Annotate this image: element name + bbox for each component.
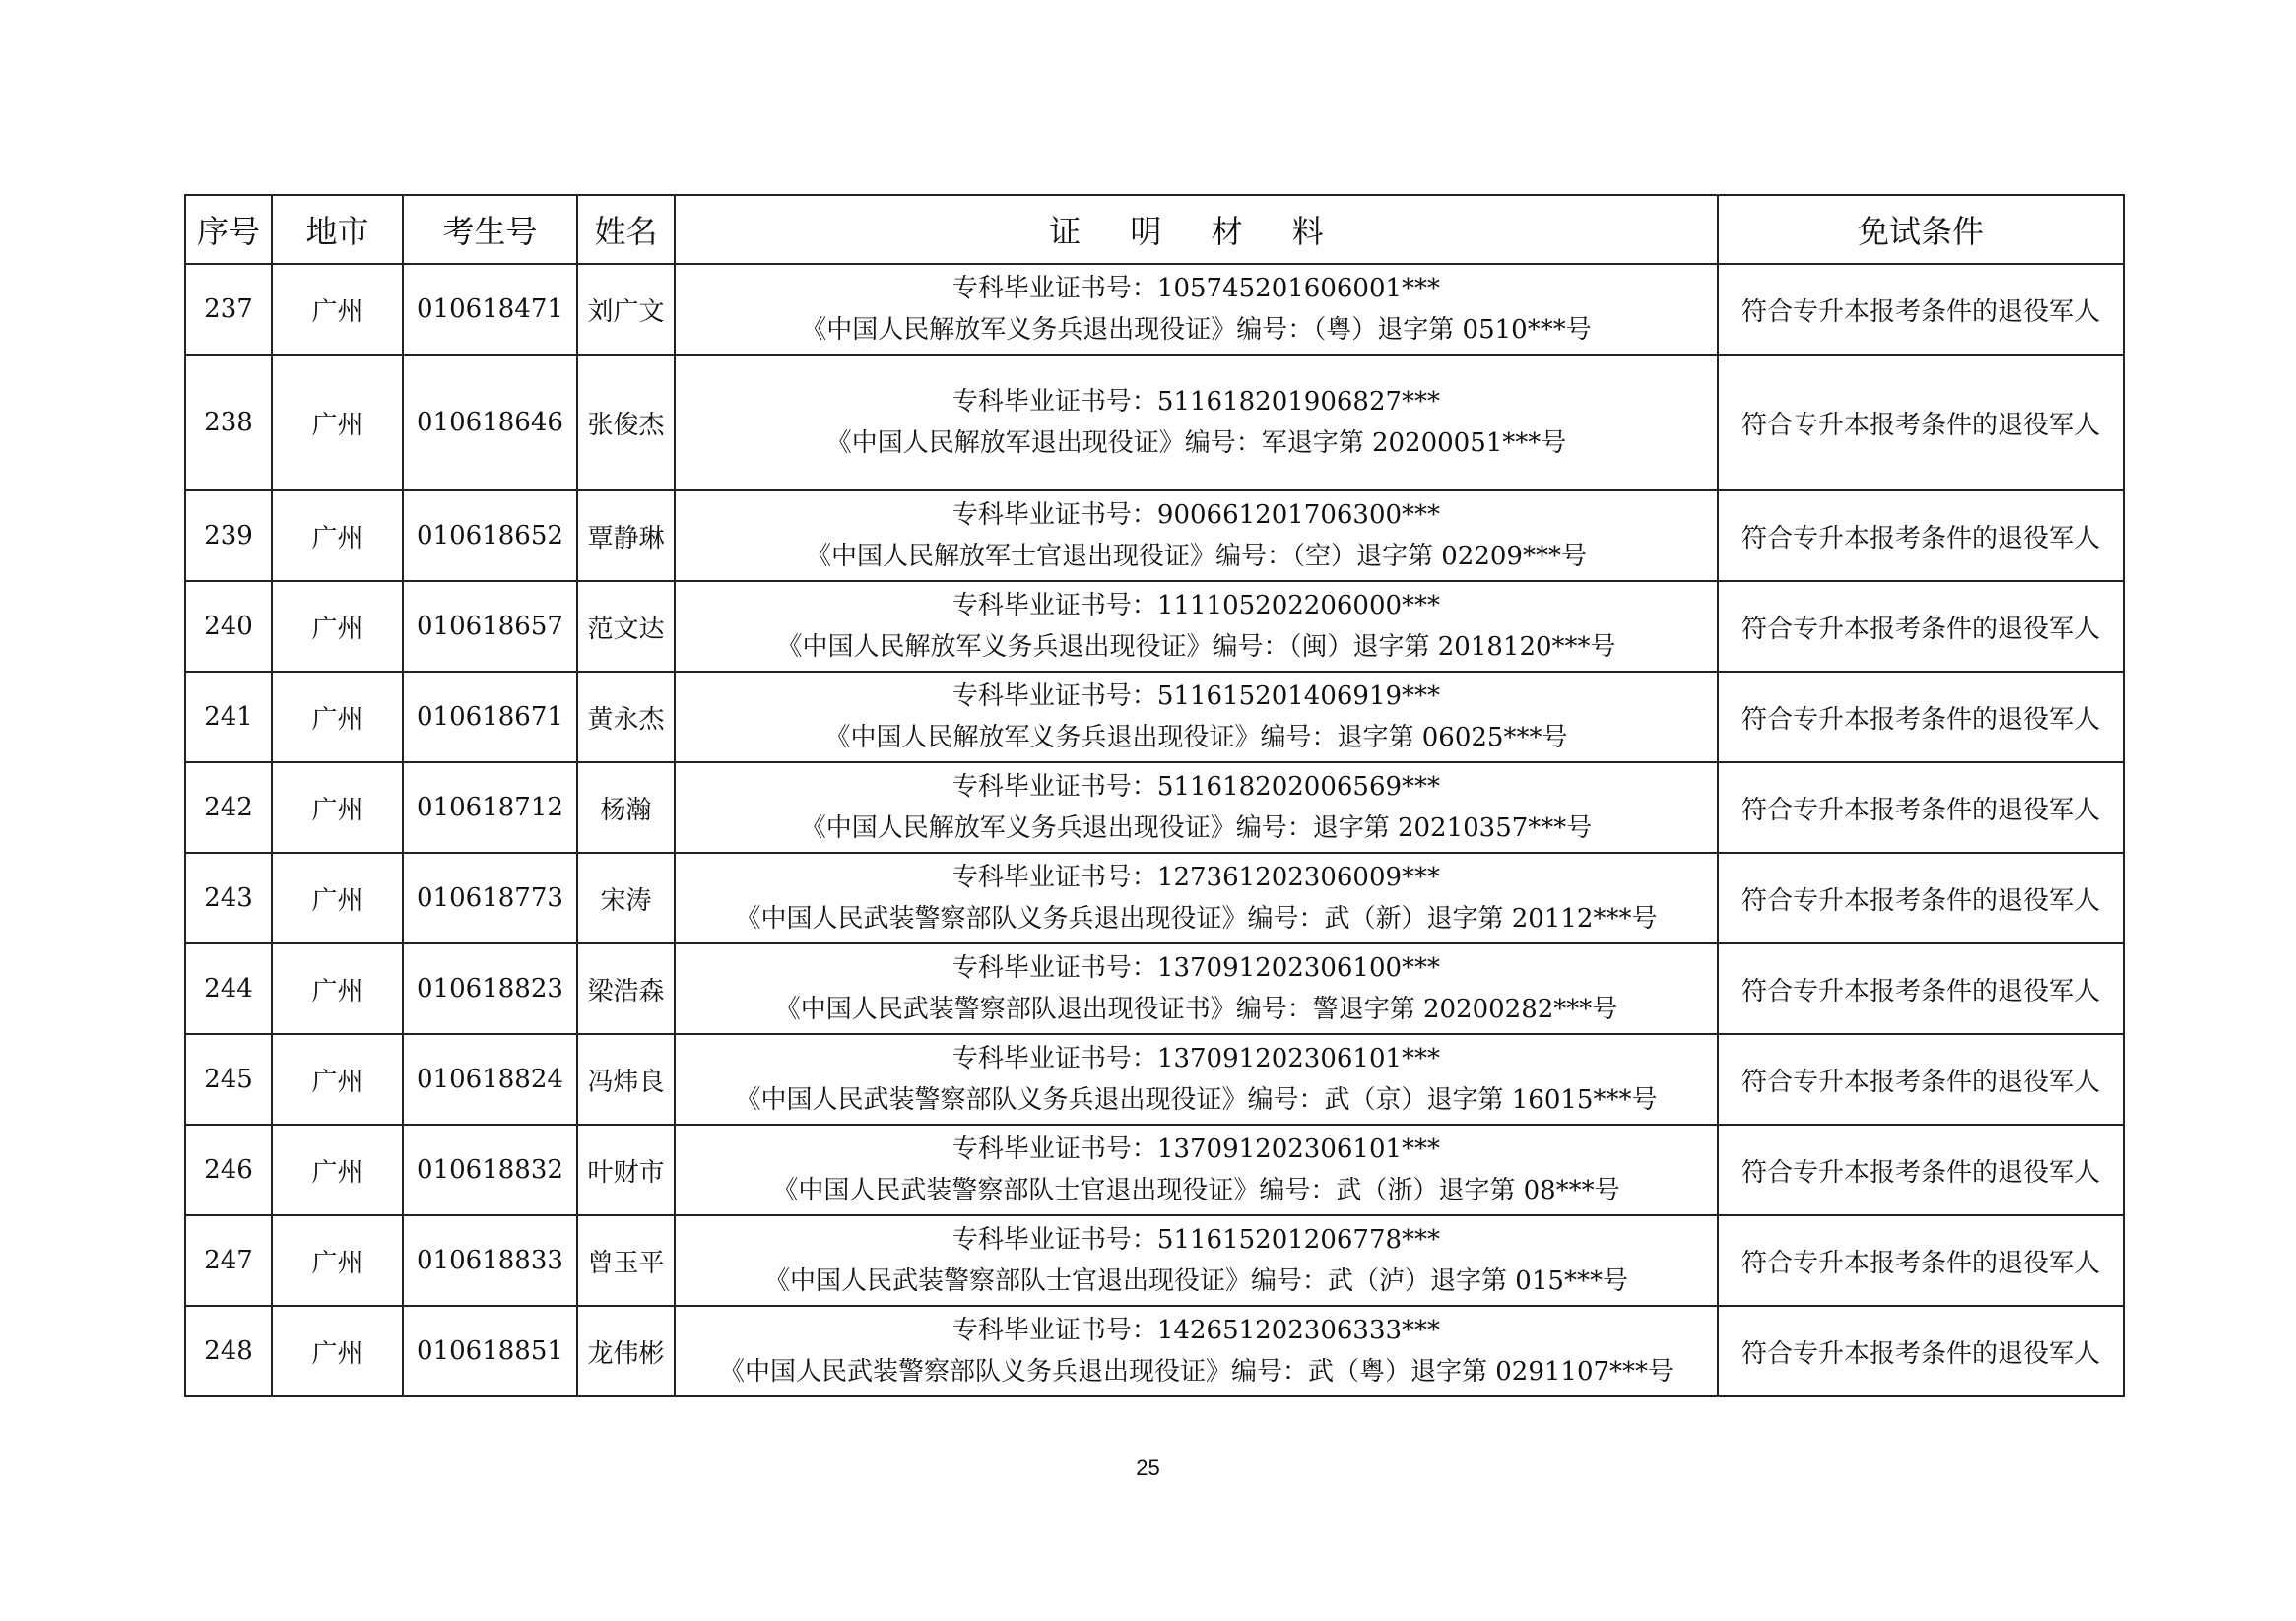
row-city: 广州 (272, 1215, 403, 1306)
row-city: 广州 (272, 355, 403, 490)
row-exam-id: 010618833 (403, 1215, 577, 1306)
diploma-number: 专科毕业证书号：137091202306101*** (951, 1044, 1441, 1073)
row-exam-id: 010618851 (403, 1306, 577, 1396)
row-condition: 符合专升本报考条件的退役军人 (1718, 943, 2124, 1034)
row-materials (675, 943, 1718, 1034)
row-exam-id: 010618773 (403, 853, 577, 943)
diploma-number: 专科毕业证书号：111105202206000*** (951, 591, 1441, 620)
row-materials (675, 672, 1718, 762)
table-row (185, 943, 2124, 1034)
row-name: 梁浩森 (577, 943, 675, 1034)
row-city: 广州 (272, 490, 403, 581)
row-no: 241 (185, 672, 272, 762)
row-city: 广州 (272, 1306, 403, 1396)
row-condition: 符合专升本报考条件的退役军人 (1718, 1034, 2124, 1125)
diploma-number: 专科毕业证书号：511618202006569*** (951, 772, 1441, 802)
row-materials (675, 1215, 1718, 1306)
table-row (185, 490, 2124, 581)
table-row (185, 1125, 2124, 1215)
diploma-number: 专科毕业证书号：137091202306101*** (951, 1135, 1441, 1164)
diploma-number: 专科毕业证书号：900661201706300*** (951, 500, 1441, 530)
row-city: 广州 (272, 1125, 403, 1215)
table-row (185, 581, 2124, 672)
discharge-certificate: 《中国人民武装警察部队士官退出现役证》编号：武（浙）退字第 08***号 (772, 1176, 1620, 1205)
row-name: 范文达 (577, 581, 675, 672)
row-city: 广州 (272, 853, 403, 943)
table-body (185, 264, 2124, 1396)
row-materials (675, 1125, 1718, 1215)
row-name: 黄永杰 (577, 672, 675, 762)
row-no: 243 (185, 853, 272, 943)
table-row (185, 1215, 2124, 1306)
row-exam-id: 010618646 (403, 355, 577, 490)
table-row (185, 762, 2124, 853)
row-no: 239 (185, 490, 272, 581)
row-exam-id: 010618471 (403, 264, 577, 355)
row-materials (675, 853, 1718, 943)
header-condition: 免试条件 (1718, 195, 2124, 264)
table-row (185, 672, 2124, 762)
table-row (185, 355, 2124, 490)
row-exam-id: 010618657 (403, 581, 577, 672)
header-materials: 证 明 材 料 (675, 195, 1718, 264)
row-materials (675, 264, 1718, 355)
row-no: 244 (185, 943, 272, 1034)
row-exam-id: 010618652 (403, 490, 577, 581)
row-exam-id: 010618832 (403, 1125, 577, 1215)
row-no: 245 (185, 1034, 272, 1125)
row-condition: 符合专升本报考条件的退役军人 (1718, 1215, 2124, 1306)
discharge-certificate: 《中国人民武装警察部队退出现役证书》编号：警退字第 20200282***号 (774, 995, 1618, 1024)
row-no: 247 (185, 1215, 272, 1306)
row-no: 240 (185, 581, 272, 672)
discharge-certificate: 《中国人民解放军士官退出现役证》编号：（空）退字第 02209***号 (806, 542, 1587, 571)
row-exam-id: 010618823 (403, 943, 577, 1034)
discharge-certificate: 《中国人民解放军义务兵退出现役证》编号：（闽）退字第 2018120***号 (776, 632, 1616, 662)
row-condition: 符合专升本报考条件的退役军人 (1718, 1306, 2124, 1396)
exemption-table (184, 194, 2125, 1397)
row-materials (675, 581, 1718, 672)
table-row (185, 264, 2124, 355)
diploma-number: 专科毕业证书号：127361202306009*** (951, 863, 1441, 892)
row-no: 248 (185, 1306, 272, 1396)
row-name: 刘广文 (577, 264, 675, 355)
discharge-certificate: 《中国人民武装警察部队义务兵退出现役证》编号：武（粤）退字第 0291107***号 (718, 1357, 1674, 1387)
row-condition: 符合专升本报考条件的退役军人 (1718, 490, 2124, 581)
row-condition: 符合专升本报考条件的退役军人 (1718, 1125, 2124, 1215)
table-row (185, 1034, 2124, 1125)
header-name: 姓名 (577, 195, 675, 264)
discharge-certificate: 《中国人民武装警察部队士官退出现役证》编号：武（泸）退字第 015***号 (764, 1266, 1628, 1296)
diploma-number: 专科毕业证书号：137091202306100*** (951, 953, 1441, 983)
discharge-certificate: 《中国人民武装警察部队义务兵退出现役证》编号：武（京）退字第 16015***号 (735, 1085, 1658, 1115)
discharge-certificate: 《中国人民解放军义务兵退出现役证》编号：退字第 06025***号 (824, 723, 1568, 752)
row-city: 广州 (272, 762, 403, 853)
row-name: 宋涛 (577, 853, 675, 943)
row-materials (675, 762, 1718, 853)
discharge-certificate: 《中国人民解放军义务兵退出现役证》编号：（粤）退字第 0510***号 (801, 315, 1592, 345)
row-materials (675, 1306, 1718, 1396)
table-header-row (185, 195, 2124, 264)
row-condition: 符合专升本报考条件的退役军人 (1718, 762, 2124, 853)
row-city: 广州 (272, 672, 403, 762)
row-exam-id: 010618824 (403, 1034, 577, 1125)
row-condition: 符合专升本报考条件的退役军人 (1718, 672, 2124, 762)
row-condition: 符合专升本报考条件的退役军人 (1718, 581, 2124, 672)
row-name: 张俊杰 (577, 355, 675, 490)
discharge-certificate: 《中国人民武装警察部队义务兵退出现役证》编号：武（新）退字第 20112***号 (735, 904, 1658, 934)
row-name: 覃静琳 (577, 490, 675, 581)
row-condition: 符合专升本报考条件的退役军人 (1718, 355, 2124, 490)
diploma-number: 专科毕业证书号：105745201606001*** (951, 274, 1441, 303)
row-no: 237 (185, 264, 272, 355)
row-name: 冯炜良 (577, 1034, 675, 1125)
diploma-number: 专科毕业证书号：142651202306333*** (951, 1316, 1441, 1345)
diploma-number: 专科毕业证书号：511615201406919*** (951, 681, 1441, 711)
header-city: 地市 (272, 195, 403, 264)
row-name: 曾玉平 (577, 1215, 675, 1306)
row-city: 广州 (272, 264, 403, 355)
row-no: 242 (185, 762, 272, 853)
row-materials (675, 490, 1718, 581)
header-exam-id: 考生号 (403, 195, 577, 264)
row-exam-id: 010618712 (403, 762, 577, 853)
row-name: 杨瀚 (577, 762, 675, 853)
diploma-number: 专科毕业证书号：511618201906827*** (951, 387, 1441, 417)
row-condition: 符合专升本报考条件的退役军人 (1718, 853, 2124, 943)
row-no: 238 (185, 355, 272, 490)
row-name: 龙伟彬 (577, 1306, 675, 1396)
header-no: 序号 (185, 195, 272, 264)
row-city: 广州 (272, 581, 403, 672)
discharge-certificate: 《中国人民解放军退出现役证》编号：军退字第 20200051***号 (825, 428, 1567, 458)
row-no: 246 (185, 1125, 272, 1215)
row-materials (675, 355, 1718, 490)
row-city: 广州 (272, 943, 403, 1034)
row-name: 叶财市 (577, 1125, 675, 1215)
row-exam-id: 010618671 (403, 672, 577, 762)
row-city: 广州 (272, 1034, 403, 1125)
table-row (185, 853, 2124, 943)
row-materials (675, 1034, 1718, 1125)
diploma-number: 专科毕业证书号：511615201206778*** (951, 1225, 1441, 1255)
table-row (185, 1306, 2124, 1396)
discharge-certificate: 《中国人民解放军义务兵退出现役证》编号：退字第 20210357***号 (800, 813, 1593, 843)
row-condition: 符合专升本报考条件的退役军人 (1718, 264, 2124, 355)
page-number: 25 (1136, 1456, 1160, 1480)
